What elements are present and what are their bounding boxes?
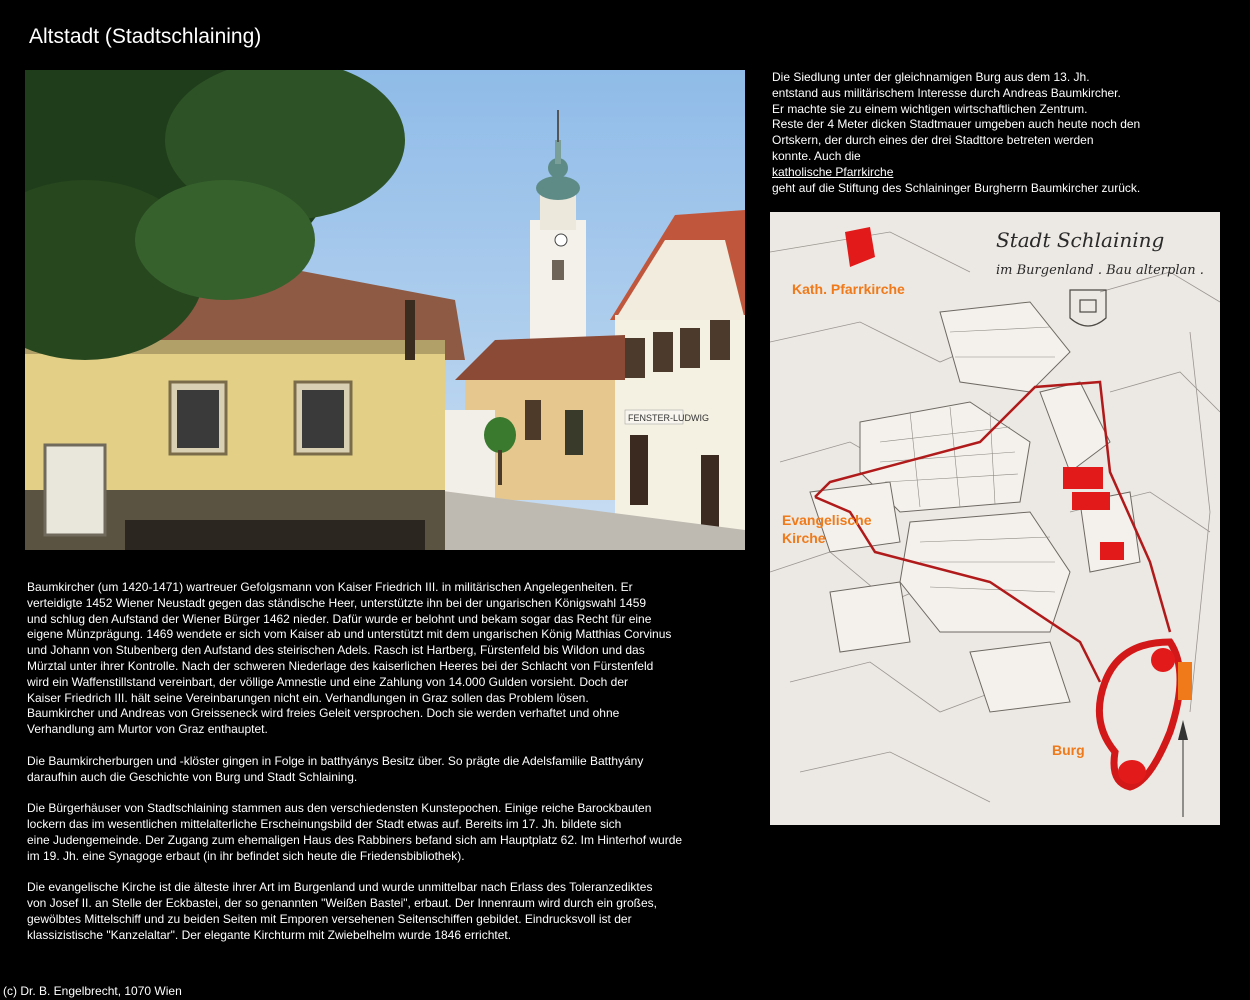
text-line: gewölbtes Mittelschiff und zu beiden Seiten mit Emporen versehenen Seitenschiffen gebildet. Eindrucksvoll ist der [27,911,632,926]
text-line: von Josef II. an Stelle der Eckbastei, der so genannten "Weißen Bastei", erbaut. Der Innenraum wird durch ein großes, [27,895,657,910]
paragraph-evangelische-kirche [27,880,727,943]
intro-line: Ortskern, der durch eines der drei Stadttore betreten werden [772,133,1094,148]
text-line: verteidigte 1452 Wiener Neustadt gegen das ständische Heer, unterstützte ihn bei der ungarischen Königswahl 1459 [27,595,647,610]
intro-line: Die Siedlung unter der gleichnamigen Burg aus dem 13. Jh. [772,70,1090,84]
intro-line: Er machte sie zu einem wichtigen wirtschaftlichen Zentrum. [772,101,1088,116]
text-line: eigene Münzprägung. 1469 wendete er sich vom Kaiser ab und unterstützt mit dem ungarischen König Matthias Corvinus [27,627,672,642]
map-subheading: im Burgenland . Bau alterplan . [996,263,1204,278]
shop-sign: FENSTER-LUDWIG [628,413,709,423]
intro-text [772,70,1192,196]
intro-line: Reste der 4 Meter dicken Stadtmauer umgeben auch heute noch den [772,117,1141,132]
text-line: eine Judengemeinde. Der Zugang zum ehemaligen Haus des Rabbiners befand sich am Hauptplatz 62. Im Hinterhof wurde [27,832,683,847]
text-line: und Johann von Stubenberg den Aufstand des steirischen Adels. Rasch ist Hartberg, Fürstenfeld bis Wildon und das [27,643,645,658]
text-line: Baumkircher (um 1420-1471) wartreuer Gefolgsmann von Kaiser Friedrich III. in militärischen Angelegenheiten. Er [27,580,633,594]
text-line: im 19. Jh. eine Synagoge erbaut (in ihr befindet sich heute die Friedensbibliothek). [27,848,465,863]
text-line: Die Baumkircherburgen und -klöster gingen in Folge in batthyánys Besitz über. So prägte die Adelsfamilie Batthyány [27,753,644,768]
copyright-footer: (c) Dr. B. Engelbrecht, 1070 Wien [3,984,182,998]
label-burg: Burg [1052,742,1085,758]
label-pfarrkirche: Kath. Pfarrkirche [792,281,905,297]
text-line: klassizistische "Kanzelaltar". Der elegante Kirchturm mit Zwiebelhelm wurde 1846 errichtet. [27,927,512,942]
town-map [770,212,1220,825]
text-line: wird ein Waffenstillstand vereinbart, der völlige Amnestie und eine Zahlung von 14.000 Gulden vorsieht. Doch der [27,674,629,689]
intro-line: geht auf die Stiftung des Schlaininger Burgherrn Baumkircher zurück. [772,180,1141,195]
intro-line: entstand aus militärischem Interesse durch Andreas Baumkircher. [772,85,1121,100]
page-title: Altstadt (Stadtschlaining) [29,25,262,48]
intro-line: konnte. Auch die [772,148,861,163]
text-line: Mürztal unter ihrer Kontrolle. Nach der schweren Niederlage des kaiserlichen Heeres bei der Schlacht von Fürstenfeld [27,658,654,673]
altstadt-photo [25,70,745,550]
map-heading: Stadt Schlaining [996,228,1165,252]
history-text [27,580,727,959]
label-evangelische-kirche: Kirche [782,530,826,546]
label-evangelische-kirche: Evangelische [782,512,872,528]
text-line: Die evangelische Kirche ist die älteste ihrer Art im Burgenland und wurde unmittelbar nach Erlass des Toleranzediktes [27,880,653,895]
paragraph-batthyany [27,754,727,786]
text-line: lockern das im wesentlichen mittelalterliche Erscheinungsbild der Stadt etwas auf. Bereits im 17. Jh. bildete sich [27,816,622,831]
text-line: Die Bürgerhäuser von Stadtschlaining stammen aus den verschiedensten Kunstepochen. Einige reiche Barockbauten [27,801,652,816]
paragraph-buergerhaeuser [27,801,727,864]
paragraph-baumkircher [27,580,727,738]
text-line: und schlug den Aufstand der Wiener Bürger 1462 nieder. Dafür wurde er belohnt und bekam sogar das Recht für eine [27,611,652,626]
text-line: Baumkircher und Andreas von Greisseneck wird freies Geleit versprochen. Doch sie werden verhaftet und ohne [27,706,620,721]
pfarrkirche-link[interactable]: katholische Pfarrkirche [772,164,894,179]
text-line: Verhandlung am Murtor von Graz enthauptet. [27,722,268,737]
text-line: daraufhin auch die Geschichte von Burg und Stadt Schlaining. [27,769,358,784]
text-line: Kaiser Friedrich III. hält seine Vereinbarungen nicht ein. Verhandlungen in Graz sollen das Problem lösen. [27,690,589,705]
